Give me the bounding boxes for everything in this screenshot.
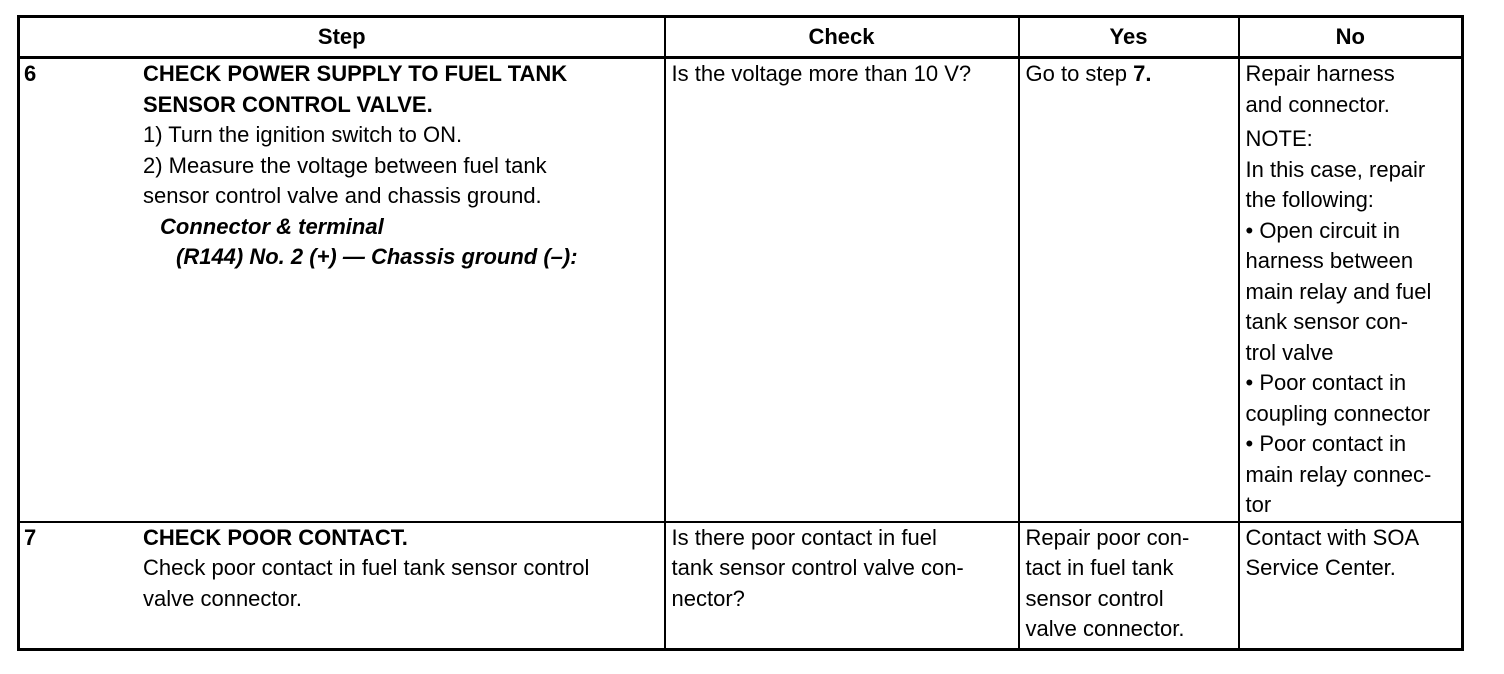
no-line: coupling connector [1245,400,1431,426]
yes-cell [1019,522,1239,650]
no-line: tor [1245,492,1272,517]
no-line: trol valve [1245,339,1334,365]
no-line: Repair harness [1245,61,1395,86]
instruction-line: 1) Turn the ignition switch to ON. [143,122,463,147]
connector-spec: (R144) No. 2 (+) — Chassis ground (–): [176,244,578,269]
header-yes: Yes [1019,17,1239,58]
step-title-line: CHECK POOR CONTACT. [143,524,408,550]
table-row-step-7 [19,522,1463,650]
yes-line: sensor control [1025,585,1164,611]
no-note-label: NOTE: [1245,126,1313,151]
yes-step-ref: 7. [1133,61,1152,86]
check-line: tank sensor control valve con- [671,555,964,580]
header-check: Check [665,17,1019,58]
step-cell [19,522,665,650]
yes-line: valve connector. [1025,616,1185,641]
yes-cell [1019,58,1239,522]
step-number: 7 [24,524,37,550]
no-line: Contact with SOA [1245,524,1420,550]
yes-prefix: Go to step [1025,61,1134,86]
no-line: main relay connec- [1245,461,1432,487]
no-bullet-line: • Poor contact in [1245,370,1407,395]
yes-line: tact in fuel tank [1025,555,1174,580]
yes-line: Repair poor con- [1025,524,1190,550]
no-line: and connector. [1245,91,1390,117]
no-line: In this case, repair [1245,156,1426,182]
instruction-line: valve connector. [143,585,302,611]
diagnostic-table [17,15,1464,651]
no-bullet-line: • Open circuit in [1245,217,1400,243]
no-bullet-line: • Poor contact in [1245,431,1407,456]
header-row [19,17,1463,58]
header-step: Step [19,17,665,58]
instruction-line: 2) Measure the voltage between fuel tank [143,152,547,178]
check-line: nector? [671,585,745,611]
table-row-step-6 [19,58,1463,522]
no-cell [1239,522,1463,650]
step-cell [19,58,665,522]
no-line: harness between [1245,248,1414,273]
no-line: main relay and fuel [1245,278,1432,304]
header-no: No [1239,17,1463,58]
connector-label: Connector & terminal [160,213,384,239]
step-title-line: CHECK POWER SUPPLY TO FUEL TANK [143,61,568,86]
step-number: 6 [24,61,37,86]
yes-text [1026,59,1238,90]
no-line: Service Center. [1245,555,1396,580]
no-line: tank sensor con- [1245,309,1409,334]
no-line: the following: [1245,187,1374,212]
step-body [143,59,664,273]
check-text: Is the voltage more than 10 V? [671,61,972,86]
check-cell [665,58,1019,522]
step-body [143,523,664,615]
instruction-line: sensor control valve and chassis ground. [143,183,542,208]
check-line: Is there poor contact in fuel [671,524,937,550]
no-cell [1239,58,1463,522]
step-title-line: SENSOR CONTROL VALVE. [143,91,433,117]
check-cell [665,522,1019,650]
instruction-line: Check poor contact in fuel tank sensor control [143,555,590,580]
